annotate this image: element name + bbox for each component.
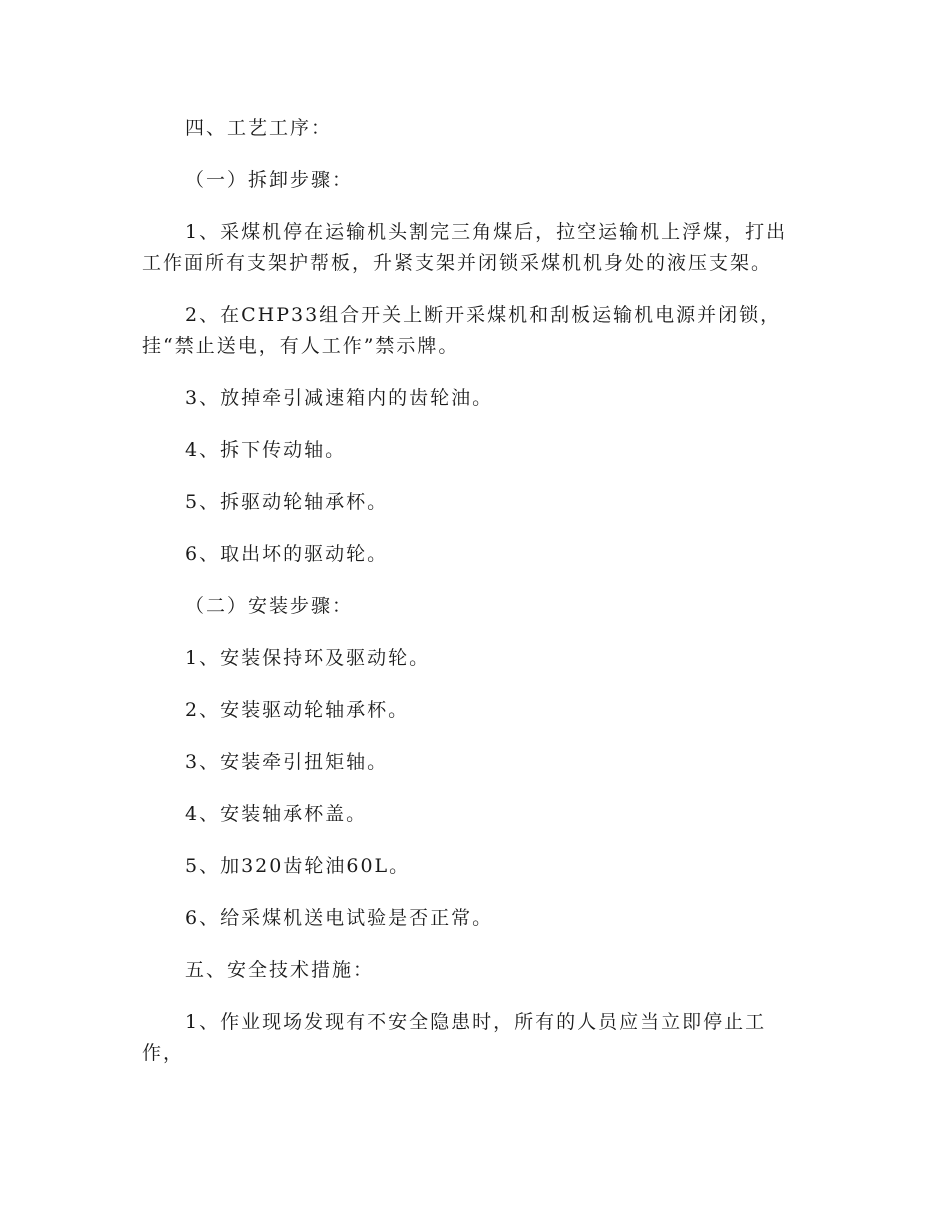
- step-line: 作，: [142, 1042, 185, 1064]
- step-paragraph: 2、安装驱动轮轴承杯。: [185, 699, 410, 721]
- section-heading-safety: 五、安全技术措施：: [185, 959, 375, 981]
- step-paragraph: 6、取出坏的驱动轮。: [185, 543, 389, 565]
- document-body: [142, 113, 812, 1069]
- step-line: 1、作业现场发现有不安全隐患时，所有的人员应当立即停止工: [185, 1011, 767, 1033]
- step-paragraph: 1、安装保持环及驱动轮。: [185, 647, 431, 669]
- step-line: 工作面所有支架护帮板，升紧支架并闭锁采煤机机身处的液压支架。: [142, 252, 773, 274]
- subheading-disassembly: （一）拆卸步骤：: [185, 169, 354, 191]
- subheading-installation: （二）安装步骤：: [185, 595, 354, 617]
- step-paragraph: 4、拆下传动轴。: [185, 439, 347, 461]
- step-paragraph: 5、拆驱动轮轴承杯。: [185, 491, 389, 513]
- section-heading-process: 四、工艺工序：: [185, 117, 333, 139]
- step-paragraph: 3、安装牵引扭矩轴。: [185, 751, 389, 773]
- step-line: 2、在CHP33组合开关上断开采煤机和刮板运输机电源并闭锁，: [185, 304, 782, 326]
- step-paragraph: [142, 1007, 812, 1069]
- step-paragraph: 3、放掉牵引减速箱内的齿轮油。: [185, 387, 494, 409]
- step-line: 1、采煤机停在运输机头割完三角煤后，拉空运输机上浮煤，打出: [185, 221, 788, 243]
- step-paragraph: [142, 217, 812, 279]
- step-paragraph: 6、给采煤机送电试验是否正常。: [185, 907, 494, 929]
- step-line: 挂“禁止送电，有人工作”禁示牌。: [142, 335, 460, 357]
- step-paragraph: 4、安装轴承杯盖。: [185, 803, 368, 825]
- step-paragraph: 5、加320齿轮油60L。: [185, 855, 411, 877]
- step-paragraph: [142, 300, 812, 362]
